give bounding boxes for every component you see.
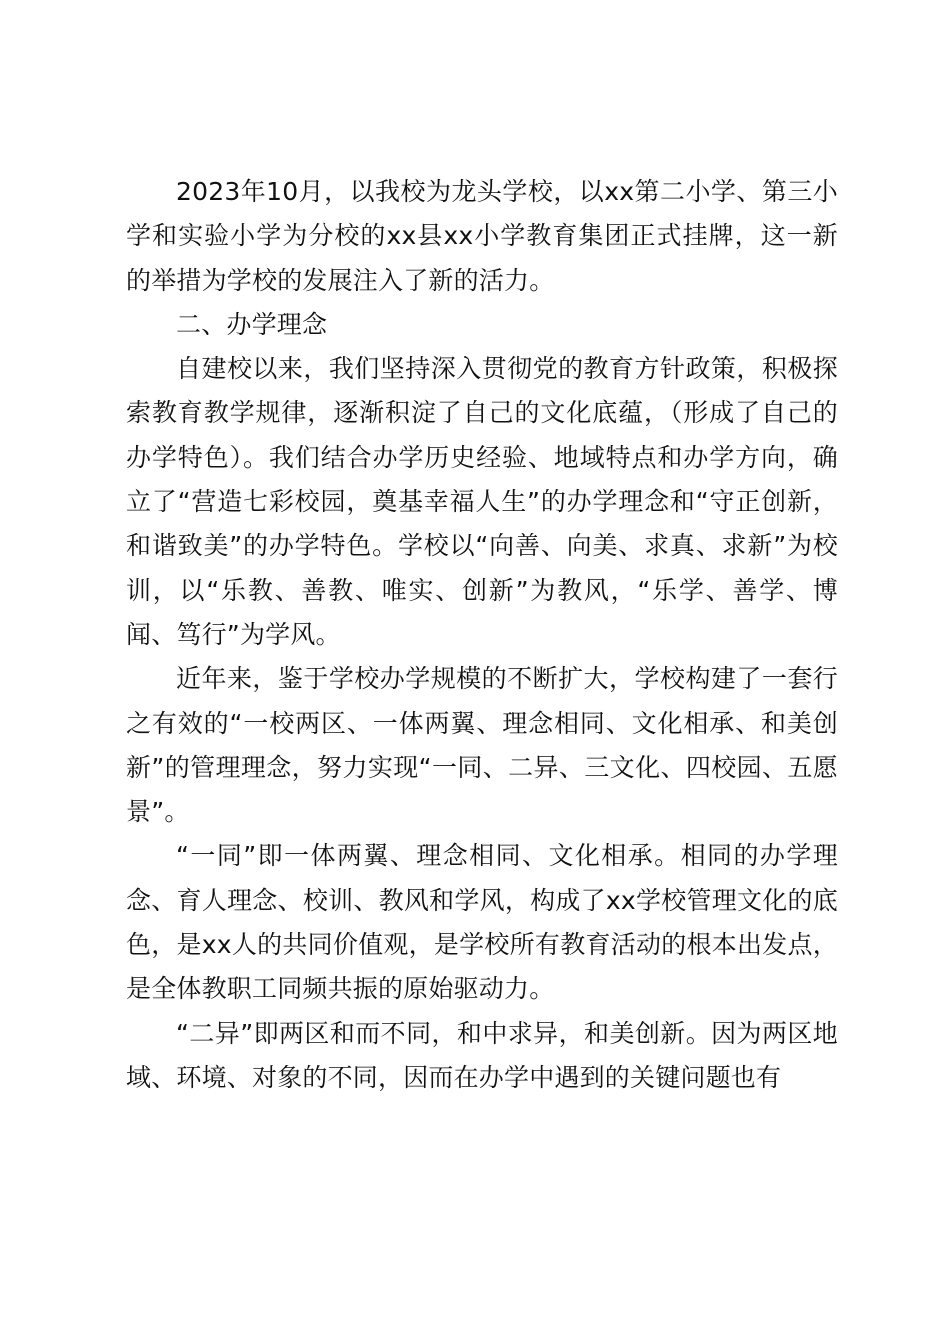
- paragraph-4: “一同”即一体两翼、理念相同、文化相承。相同的办学理念、育人理念、校训、教风和学风，构成了xx学校管理文化的底色，是xx人的共同价值观，是学校所有教育活动的根本出发点，是全体教职工同频共振的原始驱动力。: [126, 841, 838, 1004]
- paragraph-1: 2023年10月，以我校为龙头学校，以xx第二小学、第三小学和实验小学为分校的xx县xx小学教育集团正式挂牌，这一新的举措为学校的发展注入了新的活力。: [126, 177, 838, 295]
- document-body: [126, 170, 838, 1100]
- paragraph-3: 近年来，鉴于学校办学规模的不断扩大，学校构建了一套行之有效的“一校两区、一体两翼、理念相同、文化相承、和美创新”的管理理念，努力实现“一同、二异、三文化、四校园、五愿景”。: [126, 664, 838, 827]
- paragraph-2: 自建校以来，我们坚持深入贯彻党的教育方针政策，积极探索教育教学规律，逐渐积淀了自己的文化底蕴，（形成了自己的办学特色）。我们结合办学历史经验、地域特点和办学方向，确立了“营造七彩校园，奠基幸福人生”的办学理念和“守正创新，和谐致美”的办学特色。学校以“向善、向美、求真、求新”为校训，以“乐教、善教、唯实、创新”为教风，“乐学、善学、博闻、笃行”为学风。: [126, 354, 838, 649]
- paragraph-5: “二异”即两区和而不同，和中求异，和美创新。因为两区地域、环境、对象的不同，因而在办学中遇到的关键问题也有: [126, 1018, 838, 1092]
- section-heading: 二、办学理念: [176, 309, 328, 339]
